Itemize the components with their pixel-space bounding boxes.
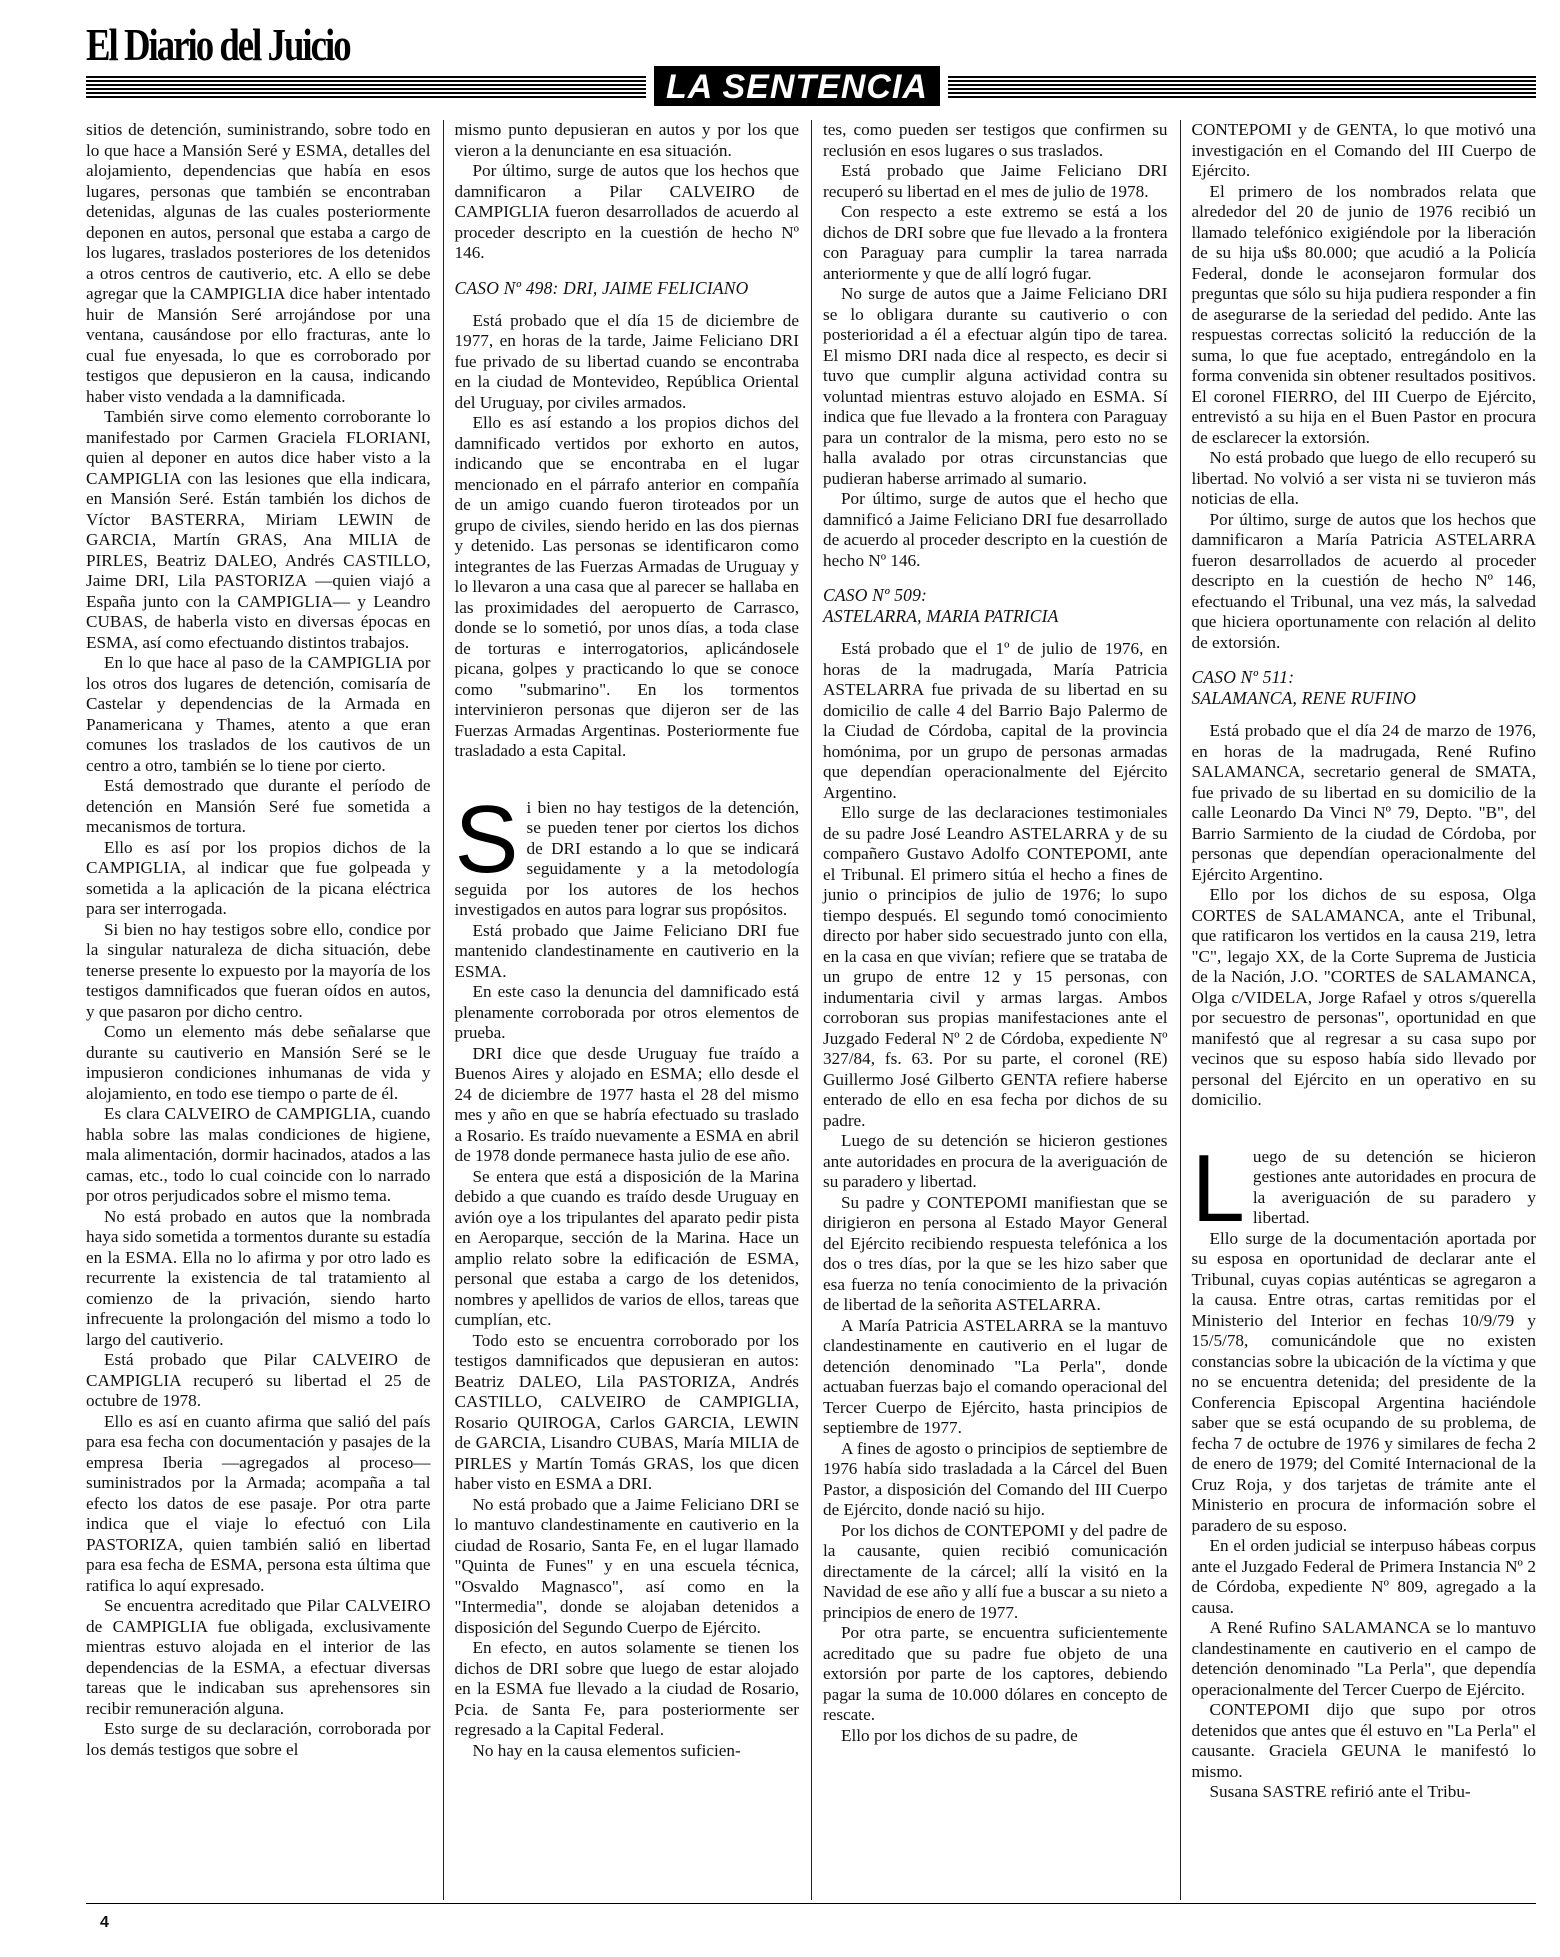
paragraph: Esto surge de su declaración, corroborada por los demás testigos que sobre el [86,1719,431,1759]
paragraph: El primero de los nombrados relata que alrededor del 20 de junio de 1976 recibió un llamado telefónico exigiéndole por la liberación de su hija u$s 80.000; que acudió a la Policía Federal, donde le aconsejaron formular dos preguntas que sólo su hija pudiera responder a fin de asegurarse de la seriedad del pedido. Ante las respuestas correctas solicitó la reducción de la suma, lo que fue aceptado, entregándolo en la forma convenida sin obtener resultados positivos. El coronel FIERRO, del III Cuerpo de Ejército, entrevistó a su hija en el Buen Pastor en procura de esclarecer la extorsión. [1191,181,1536,447]
paragraph: mismo punto depusieran en autos y por los que vieron a la denunciante en esa situación. [454,120,799,160]
drop-cap: L [1191,1134,1245,1242]
paragraph: No está probado que luego de ello recuperó su libertad. No volvió a ser vista ni se tuvieron más noticias de ella. [1191,448,1536,508]
paragraph: Está probado que Jaime Feliciano DRI recuperó su libertad en el mes de julio de 1978. [823,161,1168,201]
paragraph: En este caso la denuncia del damnificado está plenamente corroborada por otros elementos de prueba. [454,982,799,1042]
paragraph: A René Rufino SALAMANCA se lo mantuvo clandestinamente en cautiverio en el campo de detención denominado "La Perla", que dependía operacionalmente del Tercer Cuerpo de Ejército. [1191,1618,1536,1699]
dropcap-block [1191,1134,1537,1803]
paragraph: i bien no hay testigos de la detención, se pueden tener por ciertos los dichos de DRI estando a lo que se indicará seguidamente y a la metodología seguida por los autores de los hechos investigados en autos para lograr sus propósitos. [454,797,799,919]
paragraph: CONTEPOMI y de GENTA, lo que motivó una investigación en el Comando del III Cuerpo de Ejército. [1191,120,1536,180]
paragraph: Ello por los dichos de su padre, de [841,1725,1078,1745]
paragraph: Ello es así estando a los propios dichos del damnificado vertidos por exhorto en autos, indicando que se encontraba en el lugar mencionado en el párrafo anterior en compañía de un amigo cuando fueron tiroteados por un grupo de civiles, siendo herido en las dos piernas y detenido. Las personas se identificaron como integrantes de las Fuerzas Armadas de Uruguay y lo llevaron a una casa que al parecer se hallaba en las proximidades del aeropuerto de Carrasco, donde se lo sometió, por unos días, a toda clase de torturas e interrogatorios, aplicándosele picana, golpes y practicando lo que se conoce como "submarino". En los tormentos intervinieron personas que dijeron ser de las Fuerzas Armadas Argentinas. Posteriormente fue trasladado a esta Capital. [454,413,799,760]
paragraph: CONTEPOMI dijo que supo por otros detenidos que antes que él estuvo en "La Perla" el causante. Graciela GEUNA le manifestó lo mismo. [1191,1700,1536,1781]
paragraph: Ello por los dichos de su esposa, Olga CORTES de SALAMANCA, ante el Tribunal, que ratificaron los vertidos en la causa 219, letra "C", legajo XX, de la Corte Suprema de Justicia de la Nación, J.O. "CORTES de SALAMANCA, Olga c/VIDELA, Jorge Rafael y otros s/querella por secuestro de personas", oportunidad en que manifestó que al regresar a su casa supo por vecinos que su esposo había sido llevado por personal del Ejército en un operativo en su domicilio. [1191,885,1536,1109]
case-name: SALAMANCA, RENE RUFINO [1191,688,1417,708]
paragraph: uego de su detención se hicieron gestiones ante autoridades en procura de la averiguación de su paradero y libertad. [1252,1146,1536,1227]
column-3 [811,120,1168,1900]
paragraph: Por último, surge de autos que el hecho que damnificó a Jaime Feliciano DRI fue desarrollado de acuerdo al proceder descripto en la cuestión de hecho Nº 146. [823,489,1168,570]
paragraph: No hay en la causa elementos suficien- [472,1740,741,1760]
paragraph: Ello surge de la documentación aportada por su esposa en oportunidad de declarar ante el Tribunal, cuyas copias auténticas se agregaron a la causa. Entre otras, cartas remitidas por el Ministerio del Interior en fechas 10/9/79 y 15/5/78, comunicándole que no existen constancias sobre la ubicación de la víctima y que no se encuentra detenida; del presidente de la Conferencia Episcopal Argentina haciéndole saber que se está ocupando de su problema, de fecha 7 de octubre de 1976 y similares de fecha 2 de enero de 1979; del Comité Internacional de la Cruz Roja, y dos tarjetas de trámite ante el Ministerio en procura de información sobre el paradero de su esposo. [1191,1228,1536,1535]
column-2 [443,120,800,1900]
paragraph: Ello es así en cuanto afirma que salió del país para esa fecha con documentación y pasajes de la empresa Iberia —agregados al proceso— suministrados por la Armada; acompaña a tal efecto los datos de ese pasaje. Por otra parte indica que el viaje lo efectuó con Lila PASTORIZA, quien también salió en libertad para esa fecha de ESMA, persona esta última que ratifica lo aquí expresado. [86,1411,431,1595]
section-tag [646,66,948,106]
paragraph: Luego de su detención se hicieron gestiones ante autoridades en procura de la averiguación de su paradero y libertad. [823,1131,1168,1191]
paragraph: Como un elemento más debe señalarse que durante su cautiverio en Mansión Seré se le impusieron condiciones inhumanas de vida y alojamiento, en todo ese tiempo o parte de él. [86,1022,431,1103]
paragraph: Su padre y CONTEPOMI manifiestan que se dirigieron en persona al Estado Mayor General del Ejército recibiendo respuesta telefónica a los dos o tres días, por la que se les hizo saber que esa fuerza no tenía conocimiento de la privación de libertad de la señorita ASTELARRA. [823,1192,1168,1314]
paragraph: Está probado que Jaime Feliciano DRI fue mantenido clandestinamente en cautiverio en la ESMA. [454,920,799,981]
paragraph: Se encuentra acreditado que Pilar CALVEIRO de CAMPIGLIA fue obligada, exclusivamente mientras estuvo alojada en el interior de las dependencias de la ESMA, a efectuar diversas tareas que le indicaban sus aprehensores sin recibir remuneración alguna. [86,1596,431,1718]
paragraph: A María Patricia ASTELARRA se la mantuvo clandestinamente en cautiverio en el lugar de detención denominado "La Perla", donde actuaban fuerzas bajo el comando operacional del Tercer Cuerpo de Ejército, hasta principios de septiembre de 1977. [823,1315,1168,1437]
paragraph: También sirve como elemento corroborante lo manifestado por Carmen Graciela FLORIANI, quien al deponer en autos dice haber visto a la CAMPIGLIA con las lesiones que ella indicara, en Mansión Seré. Están también los dichos de Víctor BASTERRA, Miriam LEWIN de GARCIA, Martín GRAS, Ana MILIA de PIRLES, Beatriz DALEO, Andrés CASTILLO, Jaime DRI, Lila PASTORIZA —quien viajó a España junto con la CAMPIGLIA— y Leandro CUBAS, de haberla visto en diversas épocas en ESMA, así como efectuando distintos trabajos. [86,407,431,652]
paragraph: Es clara CALVEIRO de CAMPIGLIA, cuando habla sobre las malas condiciones de higiene, mala alimentación, dormir hacinados, atados a las camas, etc., todo lo cual coincide con lo narrado por otros perjudicados sobre el mismo tema. [86,1104,431,1205]
paragraph: No está probado en autos que la nombrada haya sido sometida a tormentos durante su estadía en la ESMA. Ella no lo afirma y por otro lado es recurrente la existencia de tal tratamiento al comienzo de la privación, siendo harto infrecuente la prolongación del mismo a todo lo largo del cautiverio. [86,1206,431,1349]
paragraph: Por último, surge de autos que los hechos que damnificaron a María Patricia ASTELARRA fueron desarrollados de acuerdo al proceder descripto en la cuestión de hecho Nº 146, efectuando el Tribunal, una vez más, la salvedad que hiciera oportunamente con relación al delito de extorsión. [1191,509,1536,652]
case-name: ASTELARRA, MARIA PATRICIA [823,606,1059,626]
paragraph: Por otra parte, se encuentra suficientemente acreditado que su padre fue objeto de una extorsión por parte de los captores, debiendo pagar la suma de 10.000 dólares en concepto de rescate. [823,1623,1168,1724]
paragraph: Por los dichos de CONTEPOMI y del padre de la causante, quien recibió comunicación directamente de la cárcel; allí la visitó en la Navidad de ese año y allí fue a buscar a su nieto a principios de enero de 1977. [823,1520,1168,1622]
paragraph: En el orden judicial se interpuso hábeas corpus ante el Juzgado Federal de Primera Instancia Nº 2 de Córdoba, expediente Nº 809, agregado a la causa. [1191,1536,1536,1617]
paragraph: sitios de detención, suministrando, sobre todo en lo que hace a Mansión Seré y ESMA, detalles del alojamiento, dependencias que había en esos lugares, personas que también se encontraban detenidas, algunas de las cuales posteriormente deponen en autos, personal que estaba a cargo de los lugares, traslados posteriores de los detenidos a otros centros de cautiverio, etc. A ello se debe agregar que la CAMPIGLIA dice haber intentado huir de Mansión Seré arrojándose por una ventana, causándose por ello fracturas, ante lo cual fue enyesada, lo que es corroborado por testigos que depusieron en la causa, indicando haber visto vendada a la damnificada. [86,120,431,406]
paragraph: Con respecto a este extremo se está a los dichos de DRI sobre que fue llevado a la frontera con Paraguay para cumplir la tarea narrada anteriormente y que de allí logró fugar. [823,202,1168,283]
paragraph: Se entera que está a disposición de la Marina debido a que cuando es traído desde Uruguay en avión oye a los tripulantes del aparato pedir pista en Aeroparque, sección de la Marina. Hace un amplio relato sobre la edificación de ESMA, personal que estaba a cargo de los detenidos, nombres y apellidos de varios de ellos, tareas que cumplían, etc. [454,1166,799,1329]
paragraph: No está probado que a Jaime Feliciano DRI se lo mantuvo clandestinamente en cautiverio en la ciudad de Rosario, Santa Fe, en el lugar llamado "Quinta de Funes" y en una escuela técnica, "Osvaldo Magnasco", así como en la "Intermedia", donde se alojaban detenidos a disposición del Segundo Cuerpo de Ejército. [454,1494,799,1637]
case-heading [823,585,1168,627]
paragraph: Ello surge de las declaraciones testimoniales de su padre José Leandro ASTELARRA y de su compañero Gustavo Adolfo CONTEPOMI, ante el Tribunal. El primero sitúa el hecho a fines de junio o principios de julio de 1976; lo supo tiempo después. El segundo tomó conocimiento directo por haber sido secuestrado junto con ella, en la casa en que vivían; refiere que se trataba de un grupo de entre 12 y 15 personas, con indumentaria civil y armas largas. Ambos corroboran sus propias manifestaciones ante el Juzgado Federal Nº 2 de Córdoba, expediente Nº 327/84, fs. 63. Por su parte, el coronel (RE) Guillermo José Gilberto GENTA refiere haberse enterado de ello en esa fecha por dichos de su padre. [823,803,1168,1130]
paragraph: Está probado que Pilar CALVEIRO de CAMPIGLIA recuperó su libertad el 25 de octubre de 1978. [86,1350,431,1410]
case-number: CASO Nº 509: [823,585,928,605]
paragraph: A fines de agosto o principios de septiembre de 1976 había sido trasladada a la Cárcel del Buen Pastor, a disposición del Comando del III Cuerpo de Ejército, donde nació su hijo. [823,1438,1168,1519]
paragraph: En efecto, en autos solamente se tienen los dichos de DRI sobre que luego de estar alojado en la ESMA fue llevado a la ciudad de Rosario, Pcia. de Santa Fe, para posteriormente ser regresado a la Capital Federal. [454,1638,799,1739]
case-heading: CASO Nº 498: DRI, JAIME FELICIANO [454,277,749,298]
article-columns [86,120,1536,1900]
paragraph: En lo que hace al paso de la CAMPIGLIA por los otros dos lugares de detención, comisaría de Castelar y dependencias de la Armada en Panamericana y Thames, atento a que eran comunes los traslados de los cautivos de un centro a otro, también se lo tiene por cierto. [86,653,431,775]
paragraph: Susana SASTRE refirió ante el Tribu- [1209,1782,1471,1801]
paragraph: tes, como pueden ser testigos que confirmen su reclusión en esos lugares o sus traslados. [823,120,1168,160]
newspaper-name: El Diario del Juicio [86,19,350,70]
paragraph: Está probado que el día 15 de diciembre de 1977, en horas de la tarde, Jaime Feliciano DRI fue privado de su libertad cuando se encontraba en la ciudad de Montevideo, República Oriental del Uruguay, por civiles armados. [454,310,799,412]
page-number: 4 [100,1914,109,1931]
paragraph: Ello es así por los propios dichos de la CAMPIGLIA, al indicar que fue golpeada y sometida a la aplicación de la picana eléctrica para ser interrogada. [86,837,431,918]
case-heading [1192,667,1537,709]
paragraph: Todo esto se encuentra corroborado por los testigos damnificados que depusieran en autos: Beatriz DALEO, Lila PASTORIZA, Andrés CASTILLO, CALVEIRO de CAMPIGLIA, Rosario QUIROGA, Carlos GARCIA, LEWIN de GARCIA, Lisandro CUBAS, María MILIA de PIRLES y Martín Tomás GRAS, los que dicen haber visto en ESMA a DRI. [454,1330,799,1493]
paragraph: Está probado que el 1º de julio de 1976, en horas de la madrugada, María Patricia ASTELARRA fue privada de su libertad en su domicilio de calle 4 del Barrio Bajo Palermo de la Ciudad de Córdoba, capital de la provincia homónima, por un grupo de personas armadas que dependían operacionalmente del Ejército Argentino. [823,639,1168,802]
drop-cap: S [454,785,519,893]
paragraph: Por último, surge de autos que los hechos que damnificaron a Pilar CALVEIRO de CAMPIGLIA fueron desarrollados de acuerdo al proceder descripto en la cuestión de hecho Nº 146. [454,161,799,262]
case-number: CASO Nº 511: [1191,667,1295,687]
dropcap-block [454,785,800,1762]
paragraph: Está probado que el día 24 de marzo de 1976, en horas de la madrugada, René Rufino SALAMANCA, secretario general de SMATA, fue privado de su libertad en su domicilio de la calle Leonardo Da Vinci Nº 79, Depto. "B", del Barrio Sarmiento de la ciudad de Córdoba, por personas que dependían operacionalmente del Ejército Argentino. [1191,721,1536,884]
column-4 [1180,120,1537,1900]
footer-rule [86,1903,1536,1904]
paragraph: Está demostrado que durante el período de detención en Mansión Seré fue sometida a mecanismos de tortura. [86,776,431,836]
masthead [86,14,1536,104]
column-1 [86,120,431,1900]
paragraph: Si bien no hay testigos sobre ello, condice por la singular naturaleza de dicha situación, debe tenerse presente lo expuesto por la mayoría de los testigos damnificados que fueran oídos en autos, y que pasaron por dicho centro. [86,919,431,1021]
section-label: LA SENTENCIA [654,66,940,106]
paragraph: No surge de autos que a Jaime Feliciano DRI se lo obligara durante su cautiverio o con posterioridad a él a efectuar algún tipo de tarea. El mismo DRI nada dice al respecto, es decir si tuvo que cumplir alguna actividad contra su voluntad mientras estuvo alojado en ESMA. Sí indica que fue llevado a la frontera con Paraguay para un contralor de la misma, pero esto no se halla avalado por otras circunstancias que pudieran haberse arrimado al sumario. [823,284,1168,488]
paragraph: DRI dice que desde Uruguay fue traído a Buenos Aires y alojado en ESMA; ello desde el 24 de diciembre de 1977 hasta el 28 del mismo mes y año en que se habría efectuado su traslado a Rosario. Es traído nuevamente a ESMA en abril de 1978 donde permanece hasta julio de ese año. [454,1043,799,1165]
